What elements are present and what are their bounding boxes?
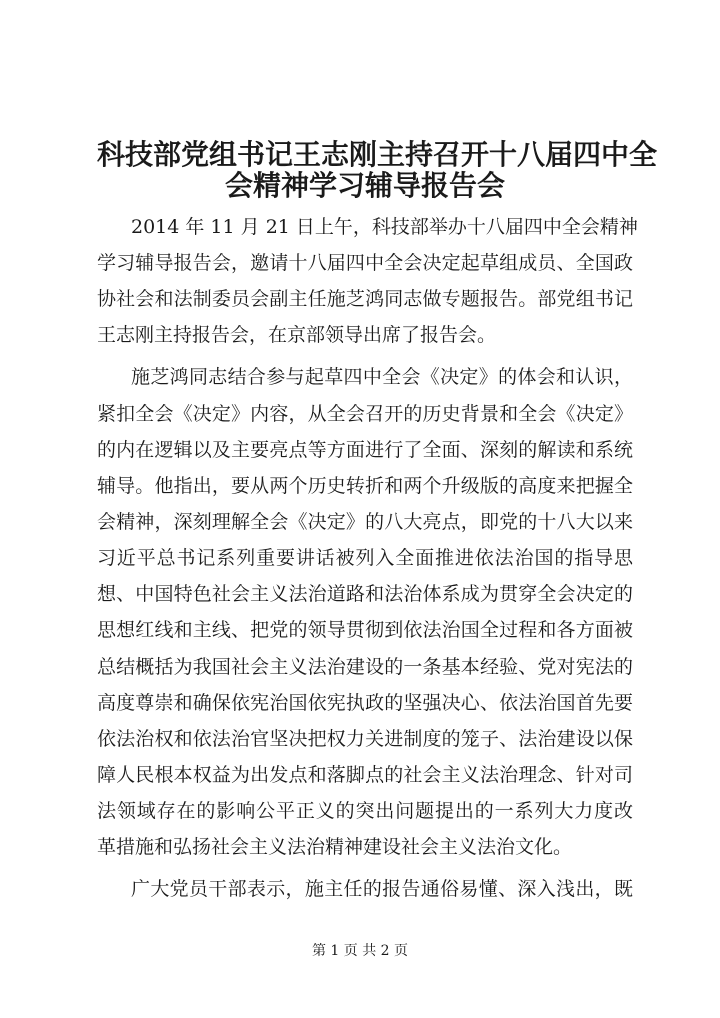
- paragraph-2-line: 的内在逻辑以及主要亮点等方面进行了全面、深刻的解读和系统: [97, 439, 633, 461]
- document-title-line-1: 科技部党组书记王志刚主持召开十八届四中全: [97, 138, 658, 171]
- paragraph-3-line: 广大党员干部表示，施主任的报告通俗易懂、深入浅出，既: [131, 878, 633, 900]
- paragraph-2-line: 想、中国特色社会主义法治道路和法治体系成为贯穿全会决定的: [97, 583, 633, 605]
- paragraph-2-line: 总结概括为我国社会主义法治建设的一条基本经验、党对宪法的: [97, 656, 633, 678]
- paragraph-2-line: 高度尊崇和确保依宪治国依宪执政的坚强决心、依法治国首先要: [97, 692, 633, 714]
- paragraph-2-line: 依法治权和依法治官坚决把权力关进制度的笼子、法治建设以保: [97, 728, 633, 750]
- paragraph-2-line: 法领域存在的影响公平正义的突出问题提出的一系列大力度改: [97, 800, 633, 822]
- paragraph-1-line: 王志刚主持报告会，在京部领导出席了报告会。: [97, 324, 497, 346]
- paragraph-2-line: 障人民根本权益为出发点和落脚点的社会主义法治理念、针对司: [97, 764, 633, 786]
- paragraph-1-line: 学习辅导报告会，邀请十八届四中全会决定起草组成员、全国政: [97, 252, 633, 274]
- paragraph-2-line: 辅导。他指出，要从两个历史转折和两个升级版的高度来把握全: [97, 475, 633, 497]
- paragraph-2-line: 施芝鸿同志结合参与起草四中全会《决定》的体会和认识，: [131, 366, 633, 388]
- paragraph-1-line: 协社会和法制委员会副主任施芝鸿同志做专题报告。部党组书记: [97, 288, 633, 310]
- document-title-line-2: 会精神学习辅导报告会: [224, 169, 505, 202]
- paragraph-2-line: 革措施和弘扬社会主义法治精神建设社会主义法治文化。: [97, 836, 573, 858]
- paragraph-1-line: 2014 年 11 月 21 日上午，科技部举办十八届四中全会精神: [131, 216, 638, 238]
- paragraph-2-line: 习近平总书记系列重要讲话被列入全面推进依法治国的指导思: [97, 547, 633, 569]
- paragraph-2-line: 紧扣全会《决定》内容，从全会召开的历史背景和全会《决定》: [97, 403, 633, 425]
- paragraph-2-line: 会精神，深刻理解全会《决定》的八大亮点，即党的十八大以来: [97, 511, 633, 533]
- paragraph-2-line: 思想红线和主线、把党的领导贯彻到依法治国全过程和各方面被: [97, 619, 633, 641]
- page-footer: 第 1 页 共 2 页: [311, 943, 409, 959]
